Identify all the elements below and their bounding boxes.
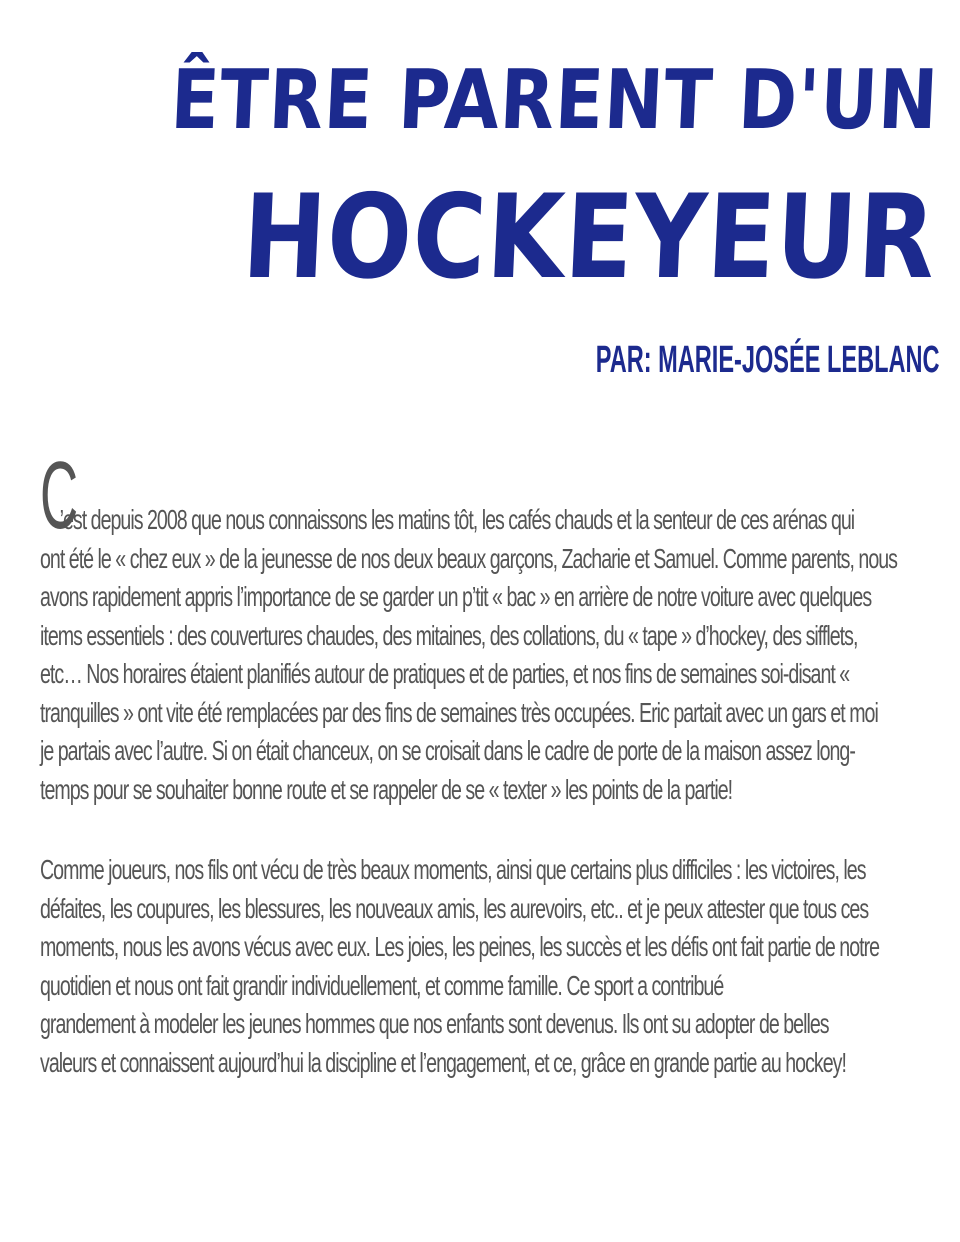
paragraph-line: items essentiels : des couvertures chaudes, des mitaines, des collations, du « tape » d’hockey, des sifflets, xyxy=(40,619,858,651)
paragraph-line: ont été le « chez eux » de la jeunesse de nos deux beaux garçons, Zacharie et Samuel. Comme parents, nous xyxy=(40,542,897,574)
drop-cap: C xyxy=(40,442,79,549)
paragraph-line: avons rapidement appris l’importance de se garder un p’tit « bac » en arrière de notre voiture avec quelques xyxy=(40,581,872,612)
paragraph-line: moments, nous les avons vécus avec eux. Les joies, les peines, les succès et les défis ont fait partie de notre xyxy=(40,931,880,962)
paragraph-line: défaites, les coupures, les blessures, les nouveaux amis, les aurevoirs, etc.. et je peux attester que tous ces xyxy=(40,892,869,924)
article-body xyxy=(40,442,930,1082)
paragraph-line: valeurs et connaissent aujourd’hui la discipline et l’engagement, et ce, grâce en grande partie au hockey! xyxy=(40,1046,846,1078)
paragraph-line: grandement à modeler les jeunes hommes que nos enfants sont devenus. Ils ont su adopter de belles xyxy=(40,1008,829,1039)
paragraph-line: ’est depuis 2008 que nous connaissons les matins tôt, les cafés chauds et la senteur de ces arénas qui xyxy=(59,504,855,535)
paragraph-1 xyxy=(40,442,930,809)
paragraph-2 xyxy=(40,851,930,1082)
paragraph-line: quotidien et nous ont fait grandir individuellement, et comme famille. Ce sport a contribué xyxy=(40,969,724,1001)
title-line-2: HOCKEYEUR xyxy=(240,170,940,305)
paragraph-line: etc… Nos horaires étaient planifiés autour de pratiques et de parties, et nos fins de semaines soi-disant « xyxy=(40,658,850,689)
title-line-1: ÊTRE PARENT D'UN xyxy=(168,53,941,148)
paragraph-line: Comme joueurs, nos fils ont vécu de très beaux moments, ainsi que certains plus difficiles : les victoires, les xyxy=(40,854,866,885)
paragraph-line: temps pour se souhaiter bonne route et se rappeler de se « texter » les points de la partie! xyxy=(40,773,733,805)
paragraph-line: tranquilles » ont vite été remplacées par des fins de semaines très occupées. Eric partait avec un gars et moi xyxy=(40,696,878,728)
paragraph-line: je partais avec l’autre. Si on était chanceux, on se croisait dans le cadre de porte de la maison assez long- xyxy=(40,735,855,766)
byline: PAR: MARIE-JOSÉE LEBLANC xyxy=(596,339,940,381)
